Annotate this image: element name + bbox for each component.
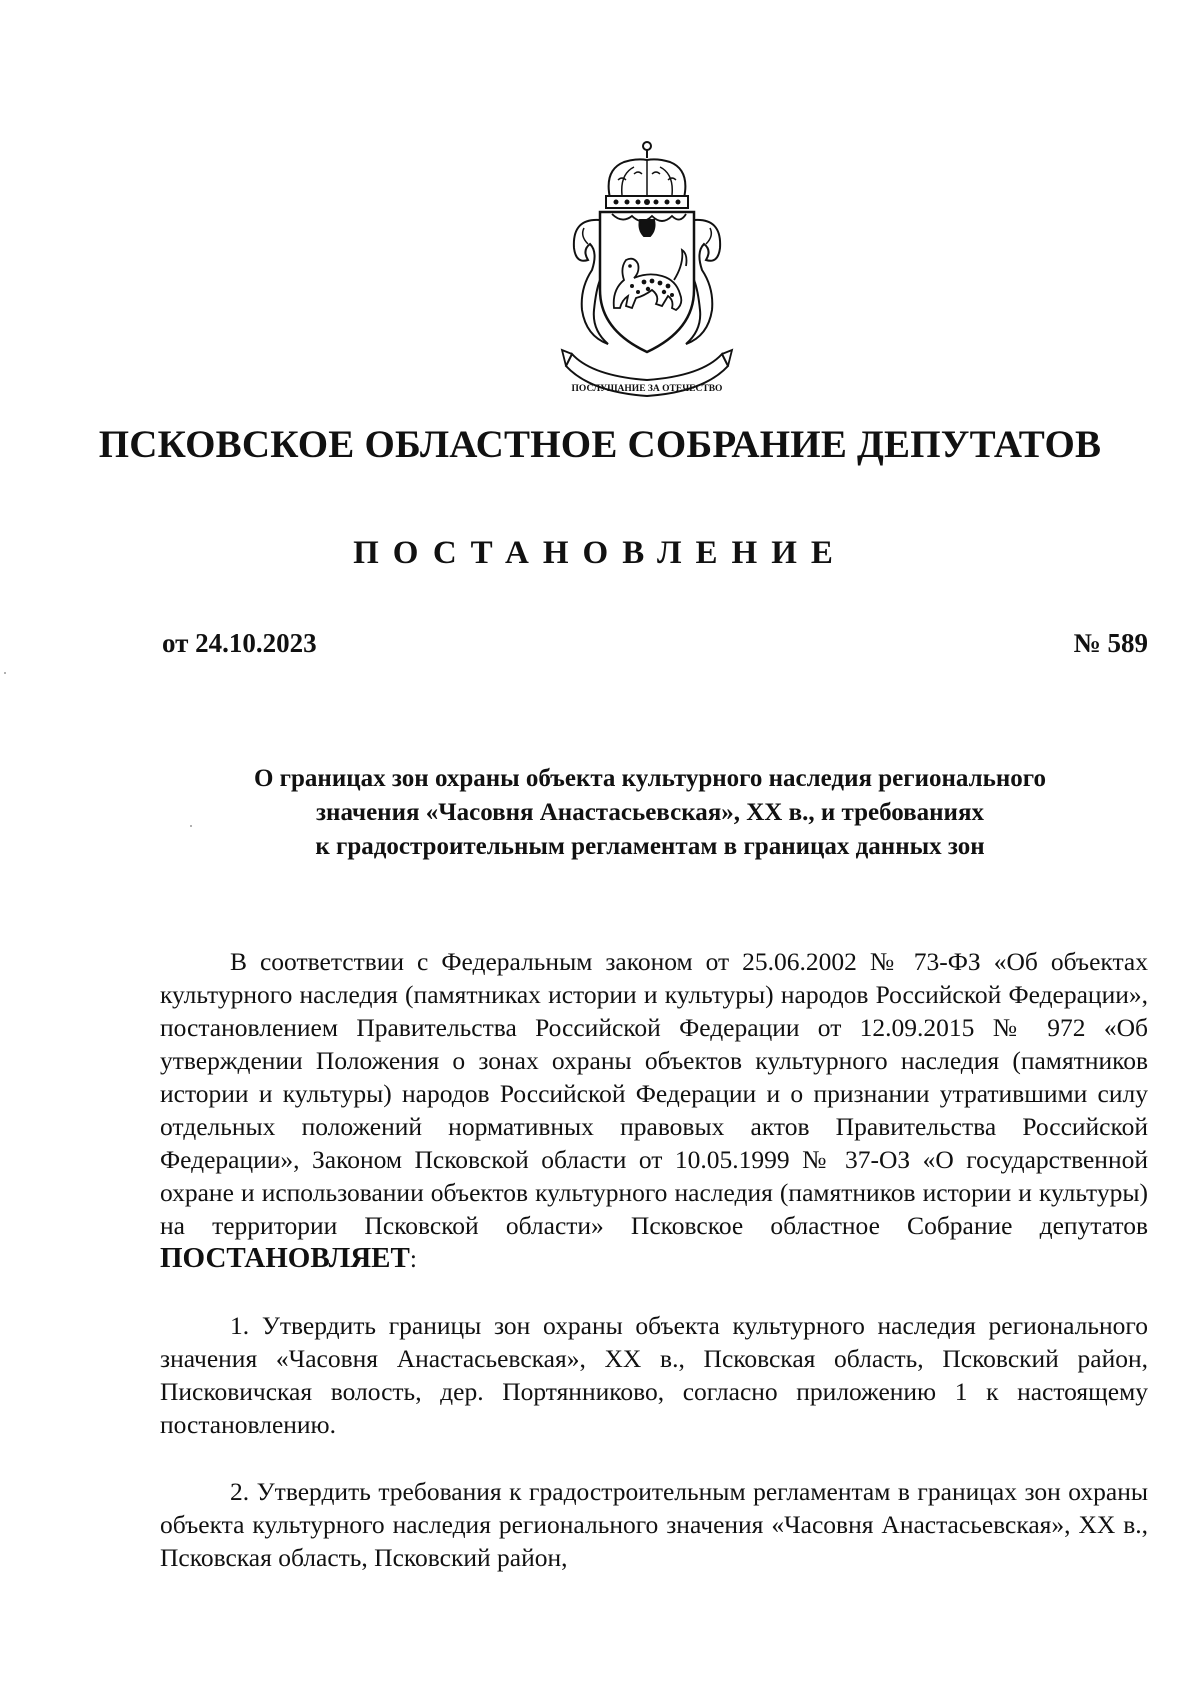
document-date: от 24.10.2023 [162,628,317,658]
document-type: ПОСТАНОВЛЕНИЕ [353,535,847,571]
document-subject [150,762,1150,864]
subject-line: О границах зон охраны объекта культурного наследия регионального [253,765,1047,792]
document-body [160,945,1148,1574]
subject-line: к градостроительным регламентам в границах данных зон [315,833,985,860]
emblem-motto: ПОСЛУШАНИЕ ЗА ОТЕЧЕСТВО [571,384,723,394]
preamble-text: В соответствии с Федеральным законом от 25.06.2002 № 73-ФЗ «Об объектах культурного наследия (памятниках истории и культуры) народов Российской Федерации», постановлением Правительства Российской Федерации от 12.09.2015 № 972 «Об утверждении Положения о зонах охраны объектов культурного наследия (памятников истории и культуры) народов Российской Федерации и о признании утратившими силу отдельных положений нормативных правовых актов Правительства Российской Федерации», Законом Псковской области от 10.05.1999 № 37-ОЗ «О государственной охране и использовании объектов культурного наследия (памятников истории и культуры) на территории Псковской области» Псковское областное Собрание депутатов [160,947,1148,1240]
document-number: № 589 [1073,628,1148,658]
scan-speck [4,672,6,674]
organization-title: ПСКОВСКОЕ ОБЛАСТНОЕ СОБРАНИЕ ДЕПУТАТОВ [98,423,1102,466]
preamble-paragraph: В соответствии с Федеральным законом от 25.06.2002 № 73-ФЗ «Об объектах культурного наследия (памятниках истории и культуры) народов Российской Федерации», постановлением Правительства Российской Федерации от 12.09.2015 № 972 «Об утверждении Положения о зонах охраны объектов культурного наследия (памятников истории и культуры) народов Российской Федерации и о признании утратившими силу отдельных положений нормативных правовых актов Правительства Российской Федерации», Законом Псковской области от 10.05.1999 № 37-ОЗ «О государственной охране и использовании объектов культурного наследия (памятников истории и культуры) на территории Псковской области» Псковское областное Собрание депутатов ПОСТАНОВЛЯЕТ: [160,947,1148,1274]
resolution-item-1: 1. Утвердить границы зон охраны объекта культурного наследия регионального значения «Часовня Анастасьевская», XX в., Псковская область, Псковский район, Писковичская волость, дер. Портянниково, согласно приложению 1 к настоящему постановлению. [160,1311,1148,1439]
pskov-coat-of-arms-icon [552,140,742,405]
scan-speck [190,825,192,827]
resolution-item-2: 2. Утвердить требования к градостроительным регламентам в границах зон охраны объекта культурного наследия регионального значения «Часовня Анастасьевская», XX в., Псковская область, Псковский район, [160,1477,1148,1572]
resolves-keyword: ПОСТАНОВЛЯЕТ [160,1242,410,1274]
subject-line: значения «Часовня Анастасьевская», XX в., и требованиях [316,799,984,826]
